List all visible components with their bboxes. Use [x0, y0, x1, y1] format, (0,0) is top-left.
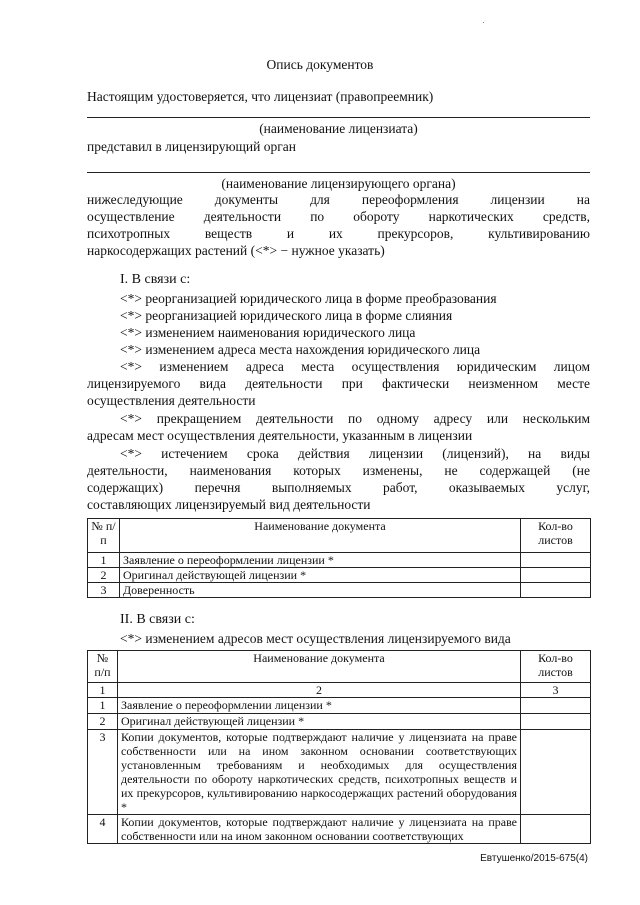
- col-number: 3: [521, 683, 591, 698]
- row-doc-name: Копии документов, которые подтверждают наличие у лицензиата на праве собственности или на ином законном основании соответствующих: [118, 815, 521, 844]
- intro-line-last: наркосодержащих растений (<*> − нужное указать): [87, 243, 385, 258]
- row-num: 2: [88, 714, 118, 730]
- reason-item: <*> изменением адреса места нахождения юридического лица: [120, 342, 481, 357]
- table-row: [88, 568, 591, 583]
- table-header-row: [88, 651, 591, 683]
- certify-text: Настоящим удостоверяется, что лицензиат (правопреемник): [87, 89, 434, 104]
- authority-blank-line: [87, 172, 590, 173]
- row-doc-name: Оригинал действующей лицензии *: [118, 714, 521, 730]
- licensee-blank-line: [87, 117, 590, 118]
- licensee-caption: (наименование лицензиата): [259, 121, 418, 136]
- intro-line: психотропных веществ и их прекурсоров, культивированию: [87, 226, 590, 241]
- row-qty[interactable]: [521, 583, 591, 598]
- row-num: 3: [88, 583, 120, 598]
- reason-item-cont: осуществления деятельности: [87, 393, 256, 408]
- scan-speck: [483, 22, 484, 23]
- row-num: 2: [88, 568, 120, 583]
- section1-heading: I. В связи с:: [120, 272, 191, 287]
- table-row: [88, 583, 591, 598]
- col-number: 2: [118, 683, 521, 698]
- submitted-to-text: представил в лицензирующий орган: [87, 139, 297, 154]
- row-qty[interactable]: [521, 568, 591, 583]
- reason-item-cont: адресам мест осуществления деятельности, указанным в лицензии: [87, 428, 473, 443]
- row-qty[interactable]: [521, 553, 591, 568]
- row-doc-name: Заявление о переоформлении лицензии *: [118, 698, 521, 714]
- col-qty-header: Кол-во листов: [521, 651, 591, 683]
- row-qty[interactable]: [521, 815, 591, 844]
- reason-item: <*> изменением адреса места осуществления юридическим лицом: [120, 359, 590, 374]
- intro-paragraph: [87, 192, 590, 260]
- reason-item-cont: деятельности, наименования которых изменены, не содержащей (не: [87, 463, 590, 478]
- document-title: Опись документов: [266, 57, 374, 72]
- row-qty[interactable]: [521, 698, 591, 714]
- row-num: 4: [88, 815, 118, 844]
- documents-table-1: [87, 518, 591, 598]
- reason-item: <*> реорганизацией юридического лица в форме слияния: [120, 308, 453, 323]
- table-row: [88, 815, 591, 844]
- row-qty[interactable]: [521, 714, 591, 730]
- reason-item: <*> изменением наименования юридического лица: [120, 325, 416, 340]
- table-row: [88, 553, 591, 568]
- documents-table-2: [87, 650, 591, 844]
- reason-item: <*> прекращением деятельности по одному адресу или нескольким: [120, 411, 590, 426]
- table-row: [88, 714, 591, 730]
- reason-item-cont: лицензируемого вида деятельности при фактически неизменном месте: [87, 376, 590, 391]
- intro-line: осуществление деятельности по обороту наркотических средств,: [87, 209, 590, 224]
- col-name-header: Наименование документа: [118, 651, 521, 683]
- reason-item: <*> изменением адресов мест осуществления лицензируемого вида: [120, 631, 511, 646]
- intro-line: нижеследующие документы для переоформления лицензии на: [87, 192, 590, 207]
- table-header-row: [88, 519, 591, 553]
- col-number: 1: [88, 683, 118, 698]
- col-num-header: № п/п: [88, 651, 118, 683]
- row-doc-name: Оригинал действующей лицензии *: [120, 568, 521, 583]
- row-doc-name: Доверенность: [120, 583, 521, 598]
- column-number-row: [88, 683, 591, 698]
- col-num-header: № п/п: [88, 519, 120, 553]
- section2-heading: II. В связи с:: [120, 612, 195, 627]
- reason-item-cont: содержащих) перечня выполняемых работ, оказываемых услуг,: [87, 480, 590, 495]
- row-doc-name: Заявление о переоформлении лицензии *: [120, 553, 521, 568]
- row-num: 1: [88, 553, 120, 568]
- footer-code: Евтушенко/2015-675(4): [480, 853, 588, 864]
- row-qty[interactable]: [521, 730, 591, 815]
- table-row: [88, 730, 591, 815]
- row-num: 3: [88, 730, 118, 815]
- reason-item: <*> истечением срока действия лицензии (лицензий), на виды: [120, 446, 590, 461]
- authority-caption: (наименование лицензирующего органа): [221, 176, 456, 191]
- reason-item: <*> реорганизацией юридического лица в форме преобразования: [120, 291, 497, 306]
- table-row: [88, 698, 591, 714]
- row-doc-name: Копии документов, которые подтверждают наличие у лицензиата на праве собственности или на ином законном основании соответствующих установленным требованиям и необходимых для осуществления деятельности по обороту наркотических средств, психотропных веществ и их прекурсоров, культивированию наркосодержащих растений оборудования *: [118, 730, 521, 815]
- col-qty-header: Кол-во листов: [521, 519, 591, 553]
- reason-item-cont: составляющих лицензируемый вид деятельности: [87, 497, 371, 512]
- row-num: 1: [88, 698, 118, 714]
- col-name-header: Наименование документа: [120, 519, 521, 553]
